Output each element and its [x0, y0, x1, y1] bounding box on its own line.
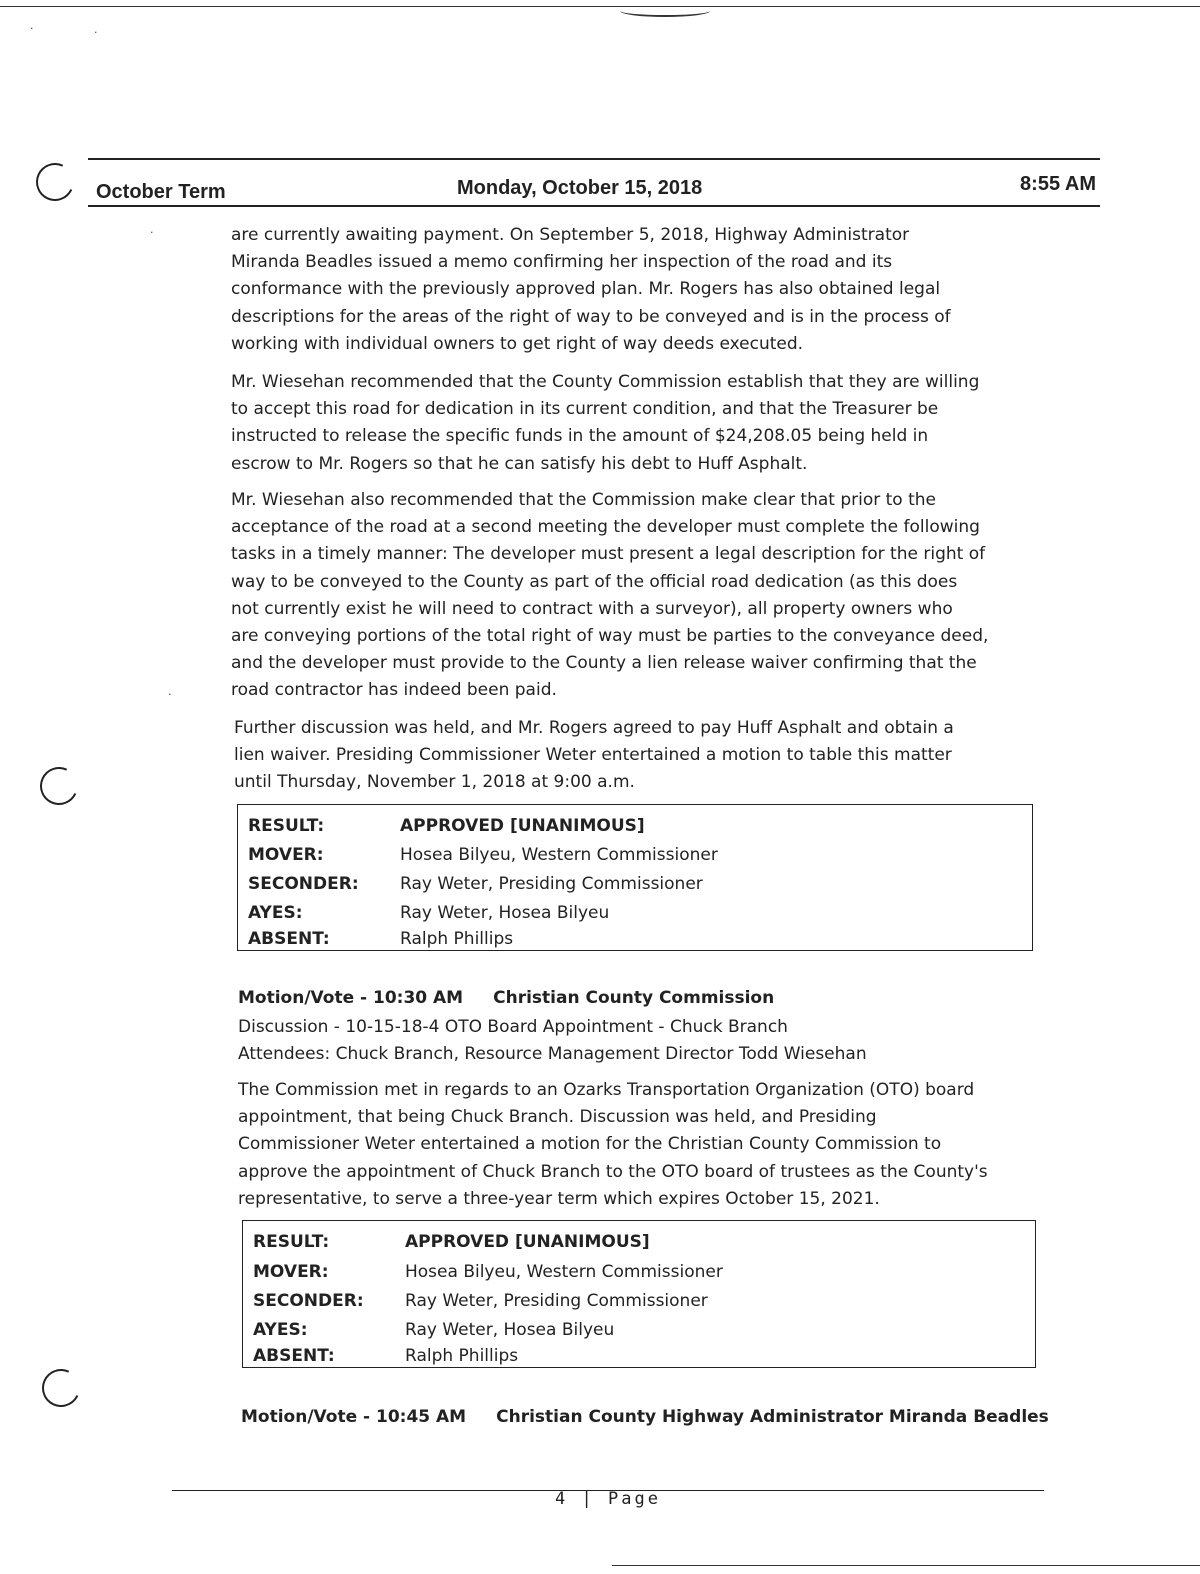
scan-speck: ‧	[150, 226, 154, 239]
vote-row-absent	[253, 1345, 518, 1367]
vote-absent-value: Ralph Phillips	[400, 929, 514, 949]
motion-organization: Christian County Highway Administrator Miranda Beadles	[496, 1407, 1049, 1427]
header-date: Monday, October 15, 2018	[457, 177, 703, 199]
scan-edge-top	[0, 6, 1200, 7]
motion-heading	[241, 1407, 1049, 1427]
vote-label: MOVER:	[253, 1262, 329, 1282]
vote-label: RESULT:	[248, 816, 325, 836]
vote-row-ayes	[253, 1316, 614, 1345]
header-rule-bottom	[88, 205, 1100, 207]
paragraph-developer-tasks: Mr. Wiesehan also recommended that the Commission make clear that prior to the acceptance of the road at a second meeting the developer must complete the following tasks in a timely manner: The developer must present a legal description for the right of way to be conveyed to the County as part of the official road dedication (as this does not currently exist he will need to contract with a surveyor), all property owners who are conveying portions of the total right of way must be parties to the conveyance deed, and the developer must provide to the County a lien release waiver confirming that the road contractor has indeed been paid.	[231, 490, 989, 701]
paragraph-recommendation: Mr. Wiesehan recommended that the County Commission establish that they are willing to accept this road for dedication in its current condition, and that the Treasurer be instructed to release the specific funds in the amount of $24,208.05 being held in escrow to Mr. Rogers so that he can satisfy his debt to Huff Asphalt.	[231, 372, 980, 474]
vote-result-value: APPROVED [UNANIMOUS]	[405, 1232, 650, 1252]
vote-row-result	[248, 812, 645, 841]
scan-speck: ‧	[168, 688, 172, 701]
page-number: 4 | Page	[555, 1489, 661, 1509]
scan-speck: ‧	[30, 22, 34, 35]
vote-mover-value: Hosea Bilyeu, Western Commissioner	[400, 845, 718, 865]
motion-attendees: Attendees: Chuck Branch, Resource Management Director Todd Wiesehan	[238, 1044, 867, 1064]
vote-mover-value: Hosea Bilyeu, Western Commissioner	[405, 1262, 723, 1282]
punch-hole-icon	[37, 1364, 86, 1413]
paragraph-payment-status: are currently awaiting payment. On September 5, 2018, Highway Administrator Miranda Beadles issued a memo confirming her inspection of the road and its conformance with the previously approved plan. Mr. Rogers has also obtained legal descriptions for the areas of the right of way to be conveyed and is in the process of working with individual owners to get right of way deeds executed.	[231, 225, 951, 354]
vote-label: SECONDER:	[253, 1291, 364, 1311]
header-time: 8:55 AM	[1020, 173, 1096, 195]
vote-result-table	[242, 1220, 1036, 1368]
vote-row-result	[253, 1228, 650, 1257]
motion-time: Motion/Vote - 10:30 AM	[238, 988, 464, 1008]
vote-row-absent	[248, 928, 513, 950]
vote-row-seconder	[253, 1287, 708, 1316]
vote-result-table	[237, 804, 1033, 951]
vote-row-mover	[248, 841, 718, 870]
vote-label: ABSENT:	[253, 1346, 335, 1366]
header-term: October Term	[96, 181, 226, 203]
punch-hole-icon	[31, 158, 80, 207]
header-rule-top	[88, 158, 1100, 160]
motion-discussion: Discussion - 10-15-18-4 OTO Board Appointment - Chuck Branch	[238, 1017, 788, 1037]
motion-heading	[238, 988, 774, 1008]
vote-absent-value: Ralph Phillips	[405, 1346, 519, 1366]
punch-hole-icon	[35, 762, 84, 811]
vote-result-value: APPROVED [UNANIMOUS]	[400, 816, 645, 836]
vote-label: SECONDER:	[248, 874, 359, 894]
vote-ayes-value: Ray Weter, Hosea Bilyeu	[405, 1320, 615, 1340]
vote-row-ayes	[248, 899, 609, 928]
vote-row-seconder	[248, 870, 703, 899]
scan-edge-notch	[620, 5, 710, 17]
motion-time: Motion/Vote - 10:45 AM	[241, 1407, 467, 1427]
vote-seconder-value: Ray Weter, Presiding Commissioner	[400, 874, 703, 894]
vote-label: AYES:	[253, 1320, 308, 1340]
paragraph-further-discussion: Further discussion was held, and Mr. Rogers agreed to pay Huff Asphalt and obtain a lien waiver. Presiding Commissioner Weter entertained a motion to table this matter until Thursday, November 1, 2018 at 9:00 a.m.	[234, 718, 954, 793]
motion-organization: Christian County Commission	[493, 988, 775, 1008]
vote-label: ABSENT:	[248, 929, 330, 949]
vote-label: MOVER:	[248, 845, 324, 865]
vote-label: AYES:	[248, 903, 303, 923]
vote-row-mover	[253, 1258, 723, 1287]
scan-edge-bottom	[612, 1565, 1200, 1566]
vote-ayes-value: Ray Weter, Hosea Bilyeu	[400, 903, 610, 923]
vote-label: RESULT:	[253, 1232, 330, 1252]
scan-speck: ‧	[94, 26, 98, 39]
paragraph-oto-appointment: The Commission met in regards to an Ozarks Transportation Organization (OTO) board appointment, that being Chuck Branch. Discussion was held, and Presiding Commissioner Weter entertained a motion for the Christian County Commission to approve the appointment of Chuck Branch to the OTO board of trustees as the County's representative, to serve a three-year term which expires October 15, 2021.	[238, 1080, 988, 1209]
vote-seconder-value: Ray Weter, Presiding Commissioner	[405, 1291, 708, 1311]
